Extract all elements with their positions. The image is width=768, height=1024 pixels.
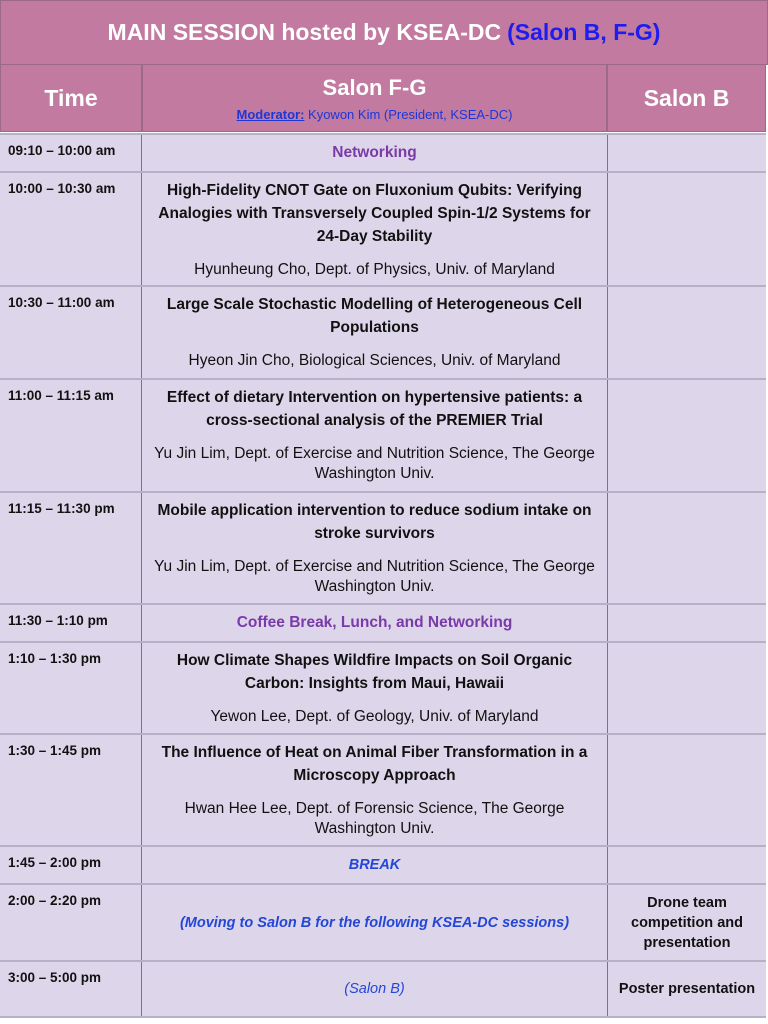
row-time: 09:10 – 10:00 am: [0, 135, 142, 171]
moderator-label: Moderator:: [236, 107, 305, 122]
talk-author: Yu Jin Lim, Dept. of Exercise and Nutrition Science, The George Washington Univ.: [154, 445, 595, 482]
talk-title: Effect of dietary Intervention on hypertensive patients: a cross-sectional analysis of the PREMIER Trial: [166, 389, 583, 429]
row-event: [142, 380, 607, 491]
row-salon-b: [607, 173, 766, 285]
row-time: 10:30 – 11:00 am: [0, 287, 142, 378]
row-salon-b: [607, 885, 766, 960]
talk-title: High-Fidelity CNOT Gate on Fluxonium Qubits: Verifying Analogies with Transversely Coupled Spin-1/2 Systems for 24-Day Stability: [158, 182, 591, 245]
event-networking: Networking: [332, 144, 417, 161]
row-event: [142, 643, 607, 733]
row-event: [142, 962, 607, 1016]
header-time: [0, 64, 142, 132]
table-row: [0, 733, 766, 845]
row-event: [142, 605, 607, 641]
row-salon-b: [607, 643, 766, 733]
banner-location: (Salon B, F-G): [507, 19, 661, 45]
talk-author: Hyunheung Cho, Dept. of Physics, Univ. of Maryland: [194, 261, 555, 278]
row-time: 10:00 – 10:30 am: [0, 173, 142, 285]
table-row: [0, 845, 766, 883]
row-event: [142, 173, 607, 285]
table-row: [0, 883, 766, 960]
table-row: [0, 491, 766, 603]
row-time: 11:30 – 1:10 pm: [0, 605, 142, 641]
row-time: 1:45 – 2:00 pm: [0, 847, 142, 883]
banner-title: MAIN SESSION hosted by KSEA-DC: [107, 19, 502, 45]
header-salon-fg-label: Salon F-G: [322, 75, 427, 100]
event-break: BREAK: [348, 857, 401, 873]
event-salon-b-note: (Salon B): [344, 981, 405, 997]
header-salon-fg: [142, 64, 607, 132]
row-event: [142, 735, 607, 845]
event-moving-note: (Moving to Salon B for the following KSEA-DC sessions): [179, 914, 570, 931]
table-row: [0, 960, 766, 1018]
table-row: [0, 285, 766, 378]
row-salon-b: [607, 493, 766, 603]
row-time: 3:00 – 5:00 pm: [0, 962, 142, 1016]
row-event: [142, 493, 607, 603]
event-coffee-break: Coffee Break, Lunch, and Networking: [236, 614, 513, 631]
talk-title: The Influence of Heat on Animal Fiber Transformation in a Microscopy Approach: [161, 744, 588, 784]
row-time: 2:00 – 2:20 pm: [0, 885, 142, 960]
row-time: 1:10 – 1:30 pm: [0, 643, 142, 733]
talk-author: Yewon Lee, Dept. of Geology, Univ. of Maryland: [210, 708, 539, 725]
row-time: 11:00 – 11:15 am: [0, 380, 142, 491]
talk-title: How Climate Shapes Wildfire Impacts on Soil Organic Carbon: Insights from Maui, Hawaii: [176, 652, 573, 692]
talk-author: Hwan Hee Lee, Dept. of Forensic Science, The George Washington Univ.: [184, 800, 565, 837]
row-time: 1:30 – 1:45 pm: [0, 735, 142, 845]
moderator-line: [143, 107, 606, 122]
table-row: [0, 133, 766, 171]
talk-title: Large Scale Stochastic Modelling of Heterogeneous Cell Populations: [166, 296, 583, 336]
header-salon-b: [607, 64, 766, 132]
table-row: [0, 603, 766, 641]
row-event: [142, 287, 607, 378]
session-banner: [0, 0, 768, 65]
salon-b-event: Poster presentation: [618, 981, 756, 997]
row-event: [142, 885, 607, 960]
moderator-name: Kyowon Kim (President, KSEA-DC): [308, 107, 513, 122]
row-event: [142, 847, 607, 883]
row-salon-b: [607, 847, 766, 883]
row-salon-b: [607, 605, 766, 641]
header-salon-b-label: Salon B: [643, 84, 730, 111]
talk-author: Hyeon Jin Cho, Biological Sciences, Univ. of Maryland: [188, 352, 561, 369]
table-row: [0, 641, 766, 733]
salon-b-event: Drone team competition and presentation: [631, 894, 743, 951]
row-salon-b: [607, 287, 766, 378]
table-row: [0, 171, 766, 285]
table-row: [0, 378, 766, 491]
talk-author: Yu Jin Lim, Dept. of Exercise and Nutrition Science, The George Washington Univ.: [154, 558, 595, 595]
row-salon-b: [607, 135, 766, 171]
row-salon-b: [607, 380, 766, 491]
row-time: 11:15 – 11:30 pm: [0, 493, 142, 603]
row-salon-b: [607, 962, 766, 1016]
talk-title: Mobile application intervention to reduce sodium intake on stroke survivors: [157, 502, 592, 542]
row-event: [142, 135, 607, 171]
row-salon-b: [607, 735, 766, 845]
header-time-label: Time: [44, 84, 98, 111]
